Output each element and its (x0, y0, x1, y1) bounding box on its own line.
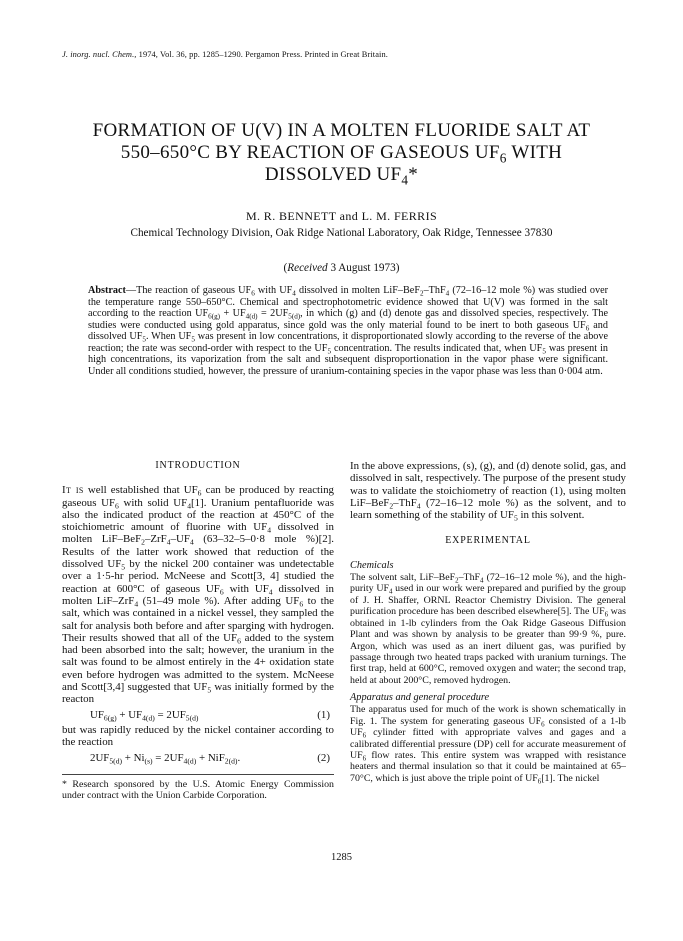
right-column (350, 460, 626, 784)
introduction-paragraph: It is well established that $UF_6$ can be produced by reacting gaseous $UF_6$ with solid $UF_4[1]$. Uranium pentafluoride was also the indicated product of the reaction at 450°C of the stoichiometric amount of fluorine with $UF_4$ dissolved in molten LiF–$BeF_2-ZrF_4-UF_4$ (63–32–5–0·8 mole %)[2]. Results of the latter work showed that reduction of the dissolved $UF_5$ by the nickel 200 container was undetectable over a 1·5-hr period. McNeese and Scott[3, 4] studied the reaction at 600°C of gaseous $UF_6$ with $UF_4$ dissolved in molten LiF–ZrF$_4$ (51–49 mole %). After adding $UF_6$ to the salt, which was contained in a nickel vessel, they sampled the salt for analysis both before and after sparging with hydrogen. Their results showed that all of the $UF_6$ added to the system had been absorbed into the salt; however, the uranium in the salt was found to be almost entirely in the 4+ oxidation state even before hydrogen was admitted to the system. McNeese and Scott[3,4] suggested that $UF_5$ was initially formed by the reacton (62, 484, 334, 706)
authors: M. R. BENNETT and L. M. FERRIS (245, 209, 438, 223)
journal-name: J. inorg. nucl. Chem., (62, 50, 137, 59)
mid-paragraph: but was rapidly reduced by the nickel container according to the reaction (62, 723, 334, 749)
title-line-2: 550–650°C BY REACTION OF GASEOUS $UF_6$ WITH (120, 142, 563, 166)
footnote-rule (62, 774, 334, 775)
equation-2: $2UF_{5(d)} + Ni_{(s)} = 2UF_{4(d)} + NiF_{2(d)}$. (2) (90, 751, 330, 766)
title-line-1: FORMATION OF U(V) IN A MOLTEN FLUORIDE SALT AT (92, 120, 591, 141)
chemicals-paragraph: The solvent salt, LiF–BeF$_2$–ThF$_4$ (72–16–12 mole %), and the high-purity $UF_4$ used in our work were prepared and purified by the group of J. H. Shaffer, ORNL Reactor Chemistry Division. The general purification procedure has been described elsewhere[5]. The $UF_6$ was obtained in 1-lb cylinders from the Oak Ridge Gaseous Diffusion Plant and was shown by analysis to be greater than 99·9 %, pure. Argon, which was used as an inert diluent gas, was purified by passage through two heated traps packed with uranium turnings. The first trap, held at 600°C, removed oxygen and water; the second trap, held at about 200°C, removed hydrogen. (350, 572, 626, 686)
paper-title (60, 120, 623, 186)
apparatus-subheading: Apparatus and general procedure (350, 692, 490, 704)
footnote: * Research sponsored by the U.S. Atomic Energy Commission under contract with the Union Carbide Corporation. (62, 778, 334, 801)
page-number: 1285 (331, 852, 352, 863)
introduction-heading: INTRODUCTION (155, 460, 241, 471)
intro-continued-paragraph: In the above expressions, (s), (g), and (d) denote solid, gas, and dissolved in salt, respectively. The purpose of the present study was to validate the stoichiometry of reaction (1), using molten LiF–BeF$_2$–ThF$_4$ (72–16–12 mole %) as the solvent, and to learn something of the stability of $UF_5$ in this solvent. (350, 460, 626, 523)
abstract-text: —The reaction of gaseous $UF_6$ with $UF_4$ dissolved in molten LiF–BeF$_2$–ThF$_4$ (72–16–12 mole %) was studied over the temperature range 550–650°C. Chemical and spectrophotometric evidence showed that U(V) was formed in the salt according to the reaction $UF_{6(g)} + UF_{4(d)} = 2UF_{5(d)}$, in which (g) and (d) denote gas and dissolved species, respectively. The studies were conducted using gold apparatus, since gold was the only material found to be inert to both gaseous $UF_6$ and dissolved $UF_5$. When $UF_5$ was present in low concentrations, it disproportionated slowly according to the reverse of the above reaction; the rate was second-order with respect to the $UF_5$ concentration. The results indicated that, when $UF_5$ was present in high concentrations, its vaporization from the salt and subsequent disproportionation in the vapor phase were significant. Under all conditions studied, however, the pressure of uranium-containing species in the vapor phase was less than 0·004 atm. (88, 285, 609, 377)
chemicals-subheading: Chemicals (350, 559, 394, 571)
abstract-label: Abstract (88, 285, 126, 296)
apparatus-paragraph: The apparatus used for much of the work is shown schematically in Fig. 1. The system for generating gaseous $UF_6$ consisted of a 1-lb $UF_6$ cylinder fitted with appropriate valves and gages and a calibrated differential pressure (DP) cell for accurate measurement of $UF_6$ flow rates. This entire system was wrapped with resistance heaters and thermal insulation so that it could be maintained at 65–70°C, which is just above the triple point of $UF_6[1]$. The nickel (350, 704, 626, 786)
title-line-3: DISSOLVED $UF_4*$ (264, 164, 419, 188)
affiliation: Chemical Technology Division, Oak Ridge National Laboratory, Oak Ridge, Tennessee 37830 (130, 227, 553, 239)
abstract (88, 285, 608, 377)
left-column (62, 460, 334, 801)
received-date: (Received 3 August 1973) (283, 262, 400, 274)
journal-details: 1974, Vol. 36, pp. 1285–1290. Pergamon Press. Printed in Great Britain. (136, 50, 388, 59)
journal-citation (62, 50, 388, 59)
equation-1: $UF_{6(g)} + UF_{4(d)} = 2UF_{5(d)}$ (1) (90, 708, 330, 723)
experimental-heading: EXPERIMENTAL (445, 535, 531, 547)
